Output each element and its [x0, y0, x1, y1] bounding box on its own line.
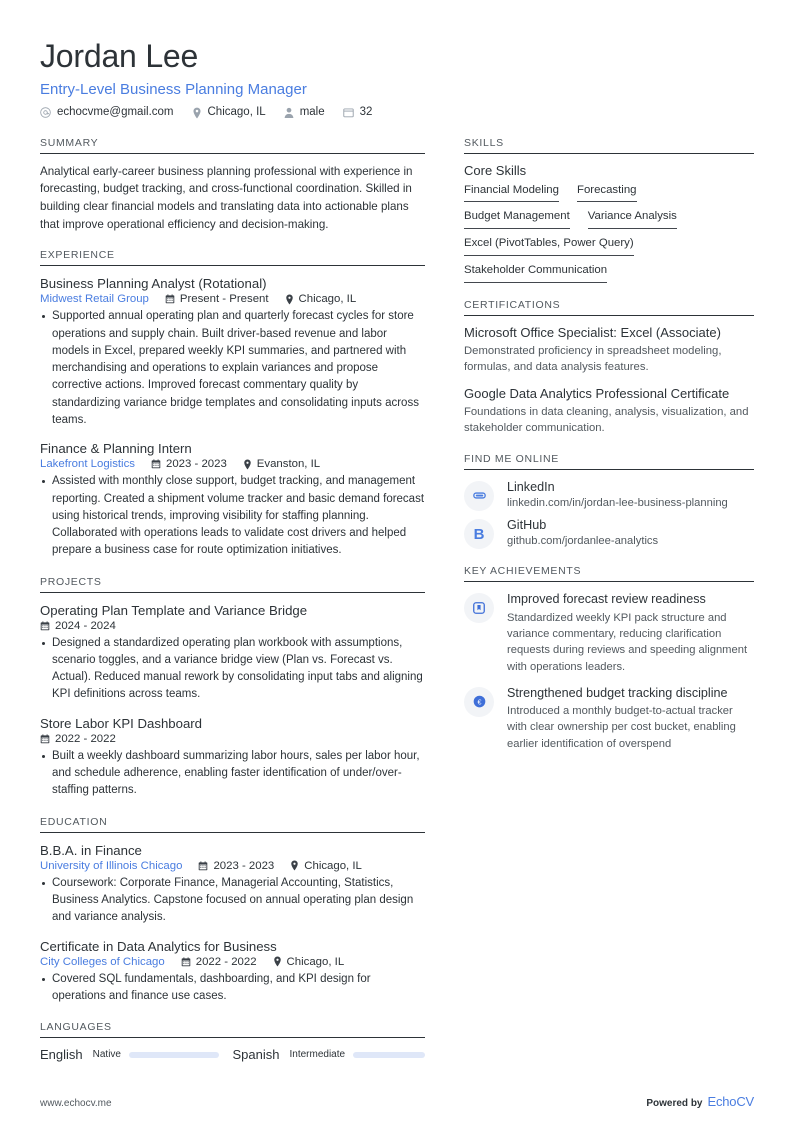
- section-title-education: EDUCATION: [40, 816, 425, 833]
- education-entry-dates: [181, 956, 257, 968]
- language-item: [233, 1047, 426, 1062]
- education-entry-location: [290, 860, 362, 872]
- education-entry-dates: [198, 860, 274, 872]
- calendar-icon: [151, 459, 161, 469]
- experience-entry-bullets: [40, 308, 425, 429]
- location-pin-icon: [285, 294, 294, 305]
- section-title-projects: PROJECTS: [40, 576, 425, 593]
- achievement-body: [507, 685, 754, 752]
- bullet-item: Covered SQL fundamentals, dashboarding, and KPI design for operations and finance use cases.: [40, 971, 425, 1006]
- section-title-summary: SUMMARY: [40, 137, 425, 154]
- experience-entry-meta: [40, 293, 425, 305]
- achievement-item: [464, 685, 754, 752]
- section-find-me-online: [464, 453, 754, 550]
- project-entry-dates: [40, 733, 116, 745]
- language-item: [40, 1047, 233, 1062]
- education-entry-meta: [40, 956, 425, 968]
- certification-description: Foundations in data cleaning, analysis, visualization, and stakeholder communication.: [464, 405, 749, 435]
- skill-row: [464, 210, 754, 229]
- project-entry-bullets: [40, 748, 425, 800]
- experience-entry: [40, 275, 425, 429]
- achievement-description: Standardized weekly KPI pack structure and variance commentary, reducing clarification requests during reviews and speeding alignment with operations leaders.: [507, 611, 748, 673]
- experience-entry-location: [285, 293, 357, 305]
- skill-rows: [464, 184, 754, 283]
- online-link-body: [507, 517, 754, 549]
- experience-entry-dates-text: 2023 - 2023: [165, 458, 227, 471]
- contact-gender-text: male: [299, 106, 325, 119]
- section-projects: [40, 576, 425, 800]
- online-link-item[interactable]: [464, 517, 754, 549]
- experience-entry-location-text: Evanston, IL: [256, 458, 321, 471]
- contact-age-text: 32: [359, 106, 373, 119]
- experience-entry-location: [243, 458, 320, 470]
- experience-entry: [40, 440, 425, 559]
- certification-description: Demonstrated proficiency in spreadsheet modeling, formulas, and data analysis features.: [464, 344, 722, 374]
- person-icon: [284, 107, 294, 119]
- bullet-item: Built a weekly dashboard summarizing labor hours, sales per labor hour, and schedule adherence, enabling faster identification of under/over-staffing patterns.: [40, 748, 425, 800]
- right-column: [464, 137, 754, 768]
- contact-location-text: Chicago, IL: [207, 106, 266, 119]
- skill-item: Variance Analysis: [588, 210, 677, 229]
- education-entry-meta: [40, 860, 425, 872]
- section-title-experience: EXPERIENCE: [40, 249, 425, 266]
- calendar-icon: [181, 957, 191, 967]
- education-entry-bullets: [40, 875, 425, 927]
- contact-row: [40, 107, 754, 119]
- section-key-achievements: [464, 565, 754, 751]
- education-entries: [40, 842, 425, 1006]
- skill-item: Stakeholder Communication: [464, 264, 607, 283]
- skill-item: Excel (PivotTables, Power Query): [464, 237, 634, 256]
- language-name: Spanish: [232, 1047, 280, 1063]
- skill-item: Budget Management: [464, 210, 570, 229]
- online-link-label: GitHub: [507, 518, 547, 533]
- certification-name: Google Data Analytics Professional Certificate: [464, 385, 730, 401]
- language-proficiency-bar: [353, 1052, 425, 1058]
- experience-entry-title: Business Planning Analyst (Rotational): [40, 276, 267, 292]
- footer-brand-name: EchoCV: [707, 1094, 754, 1109]
- bullet-item: Designed a standardized operating plan workbook with assumptions, scenario toggles, and a variance bridge view (Plan vs. Forecast vs. Actual). Reduced manual rework by consolidating input tabs and aligning KPI definitions across teams.: [40, 635, 425, 704]
- project-entry-title: Store Labor KPI Dashboard: [40, 715, 203, 731]
- education-entry-bullets: [40, 971, 425, 1006]
- bullet-item: Coursework: Corporate Finance, Managerial Accounting, Statistics, Business Analytics. Capstone focused on annual operating plan design and variance analysis.: [40, 875, 425, 927]
- footer-site-url[interactable]: www.echocv.me: [40, 1098, 112, 1109]
- project-entry-meta: [40, 620, 425, 632]
- contact-email-text: echocvme@gmail.com: [57, 106, 174, 119]
- achievement-body: [507, 591, 754, 674]
- language-list: [40, 1047, 425, 1062]
- certification-item: [464, 325, 754, 376]
- achievement-title: Improved forecast review readiness: [507, 592, 706, 607]
- svg-text:€: €: [477, 698, 481, 707]
- education-entry: [40, 842, 425, 927]
- experience-entry-dates: [151, 458, 227, 470]
- email-icon: [40, 107, 51, 118]
- education-entry: [40, 938, 425, 1006]
- section-title-key-achievements: KEY ACHIEVEMENTS: [464, 565, 754, 582]
- experience-entry-organization: Lakefront Logistics: [40, 458, 135, 471]
- language-level: Intermediate: [289, 1049, 346, 1061]
- location-pin-icon: [192, 107, 202, 119]
- calendar-icon: [40, 621, 50, 631]
- calendar-icon: [40, 734, 50, 744]
- experience-entry-meta: [40, 458, 425, 470]
- experience-entry-organization: Midwest Retail Group: [40, 293, 149, 306]
- section-languages: [40, 1021, 425, 1062]
- education-entry-location: [273, 956, 345, 968]
- section-title-certifications: CERTIFICATIONS: [464, 299, 754, 316]
- section-title-find-me-online: FIND ME ONLINE: [464, 453, 754, 470]
- bookmark-icon: [464, 593, 494, 623]
- job-headline: Entry-Level Business Planning Manager: [40, 80, 307, 98]
- skill-item: Forecasting: [577, 184, 637, 203]
- online-link-body: [507, 479, 754, 511]
- online-link-label: LinkedIn: [507, 479, 555, 494]
- project-entry: [40, 602, 425, 704]
- skill-row: [464, 264, 754, 283]
- experience-entry-dates: [165, 293, 269, 305]
- contact-location: [192, 107, 266, 119]
- left-column: [40, 137, 425, 1078]
- page-footer: [40, 1094, 754, 1109]
- online-link-list: [464, 479, 754, 550]
- project-entries: [40, 602, 425, 800]
- location-pin-icon: [243, 459, 252, 470]
- bullet-item: Assisted with monthly close support, budget tracking, and management reporting. Created a shipment volume tracker and basic demand forecast using historical trends, improving visibility for staffing planning. Collaborated with operations leads to validate cost drivers and helped prepare a business case for route optimization initiatives.: [40, 473, 425, 559]
- certification-list: [464, 325, 754, 437]
- education-entry-location-text: Chicago, IL: [286, 955, 345, 968]
- contact-gender: [284, 107, 325, 119]
- achievement-list: [464, 591, 754, 751]
- section-summary: [40, 137, 425, 233]
- project-entry-dates: [40, 620, 116, 632]
- project-entry-meta: [40, 733, 425, 745]
- experience-entry-dates-text: Present - Present: [179, 293, 269, 306]
- project-entry-bullets: [40, 635, 425, 704]
- experience-entry-title: Finance & Planning Intern: [40, 441, 192, 457]
- certification-item: [464, 386, 754, 437]
- summary-text: Analytical early-career business planning professional with experience in forecasting, budget tracking, and cross-functional coordination. Skilled in building clear financial models and translating data into actionable plans that improve operational efficiency and decision-making.: [40, 164, 413, 231]
- calendar-icon: [343, 107, 354, 118]
- language-name: English: [40, 1047, 83, 1063]
- project-entry-title: Operating Plan Template and Variance Bridge: [40, 602, 308, 618]
- online-link-url[interactable]: github.com/jordanlee-analytics: [507, 535, 659, 548]
- education-entry-dates-text: 2023 - 2023: [213, 859, 275, 872]
- location-pin-icon: [273, 956, 282, 967]
- achievement-title: Strengthened budget tracking discipline: [507, 685, 728, 700]
- language-level: Native: [92, 1049, 121, 1061]
- skill-item: Financial Modeling: [464, 184, 559, 203]
- experience-entry-location-text: Chicago, IL: [298, 293, 357, 306]
- achievement-item: [464, 591, 754, 674]
- section-title-skills: SKILLS: [464, 137, 754, 154]
- education-entry-title: Certificate in Data Analytics for Business: [40, 938, 277, 954]
- section-skills: [464, 137, 754, 283]
- education-entry-location-text: Chicago, IL: [304, 859, 362, 872]
- experience-entry-bullets: [40, 473, 425, 559]
- resume-header: [40, 38, 754, 119]
- bullet-item: Supported annual operating plan and quarterly forecast cycles for store operations and supply chain. Built driver-based revenue and labor models in Excel, prepared weekly KPI summaries, and partnered with merchandising and operations to explain variances and propose corrective actions. Improved forecast commentary quality by standardizing variance bridge templates and consolidating inputs across teams.: [40, 308, 425, 429]
- calendar-icon: [165, 294, 175, 304]
- education-entry-organization: City Colleges of Chicago: [40, 955, 165, 968]
- section-education: [40, 816, 425, 1006]
- certification-name: Microsoft Office Specialist: Excel (Associate): [464, 324, 721, 340]
- section-experience: [40, 249, 425, 559]
- location-pin-icon: [290, 860, 299, 871]
- resume-columns: [40, 137, 754, 1078]
- online-link-item[interactable]: [464, 479, 754, 511]
- skill-row: [464, 237, 754, 256]
- footer-powered-by: Powered by: [646, 1098, 703, 1109]
- project-entry-dates-text: 2024 - 2024: [55, 619, 116, 632]
- language-proficiency-bar: [129, 1052, 219, 1058]
- euro-coin-icon: [464, 687, 494, 717]
- education-entry-organization: University of Illinois Chicago: [40, 859, 183, 872]
- github-icon: B: [464, 519, 494, 549]
- experience-entries: [40, 275, 425, 559]
- contact-age: [343, 107, 373, 119]
- online-link-url[interactable]: linkedin.com/in/jordan-lee-business-planning: [507, 496, 728, 509]
- contact-email: [40, 107, 174, 119]
- skill-group-title: Core Skills: [464, 162, 527, 178]
- education-entry-title: B.B.A. in Finance: [40, 842, 142, 858]
- page-title: Jordan Lee: [40, 38, 199, 74]
- footer-branding: [646, 1094, 754, 1109]
- section-certifications: [464, 299, 754, 437]
- achievement-description: Introduced a monthly budget-to-actual tracker with clear ownership per cost bucket, enabling earlier identification of overspend: [507, 705, 736, 750]
- project-entry: [40, 715, 425, 800]
- project-entry-dates-text: 2022 - 2022: [55, 732, 116, 745]
- skill-row: [464, 184, 754, 203]
- linkedin-icon: [464, 481, 494, 511]
- section-title-languages: LANGUAGES: [40, 1021, 425, 1038]
- education-entry-dates-text: 2022 - 2022: [195, 955, 257, 968]
- calendar-icon: [198, 861, 208, 871]
